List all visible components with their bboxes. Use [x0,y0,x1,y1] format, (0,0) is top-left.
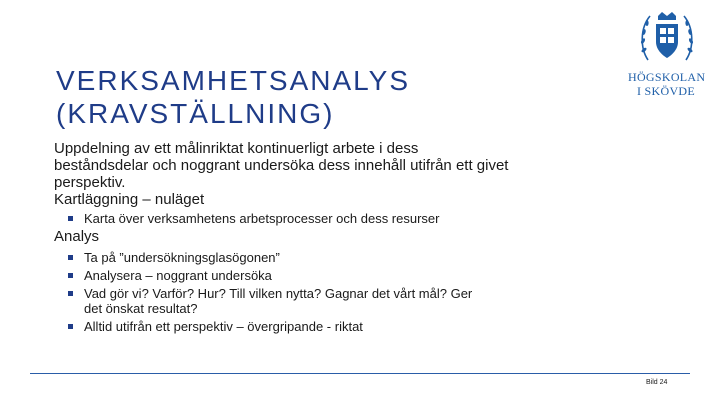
page-number: Bild 24 [646,379,668,386]
slide-body [54,140,654,334]
bullet-marker-icon [68,291,73,296]
bullet-item [54,211,654,226]
slide-title-line-1: VERKSAMHETSANALYS [56,65,411,96]
university-crest-icon [638,10,696,66]
bullet-text: Vad gör vi? Varför? Hur? Till vilken nytta? Gagnar det vårt mål? Ger [84,286,473,301]
bullet-text: Analysera – noggrant undersöka [84,268,272,283]
intro-line-3: perspektiv. [54,174,126,191]
bullet-text-continuation: det önskat resultat? [84,301,198,316]
slide-title-line-2: (KRAVSTÄLLNING) [56,98,335,129]
bullet-text: Karta över verksamhetens arbetsprocesser och dess resurser [84,211,440,226]
logo-text-line-2: I SKÖVDE [636,84,696,98]
section-heading-analys: Analys [54,228,100,245]
section-heading-kartlaggning: Kartläggning – nuläget [54,191,205,208]
slide-title [56,64,410,130]
bullet-marker-icon [68,324,73,329]
bullet-item [54,250,654,265]
intro-line-1: Uppdelning av ett målinriktat kontinuerligt arbete i dess [54,140,419,157]
intro-paragraph [54,140,654,191]
bullet-marker-icon [68,273,73,278]
bullet-item [54,319,654,334]
bullet-item [54,268,654,283]
bullet-marker-icon [68,216,73,221]
intro-line-2: beståndsdelar och noggrant undersöka dess innehåll utifrån ett givet [54,157,509,174]
bullet-marker-icon [68,255,73,260]
logo-text-line-1: HÖGSKOLAN [628,70,706,84]
footer-divider [30,373,690,374]
university-logo [628,10,704,100]
bullet-text: Alltid utifrån ett perspektiv – övergripande - riktat [84,319,363,334]
bullet-item [54,286,654,316]
bullet-text: Ta på ”undersökningsglasögonen” [84,250,280,265]
